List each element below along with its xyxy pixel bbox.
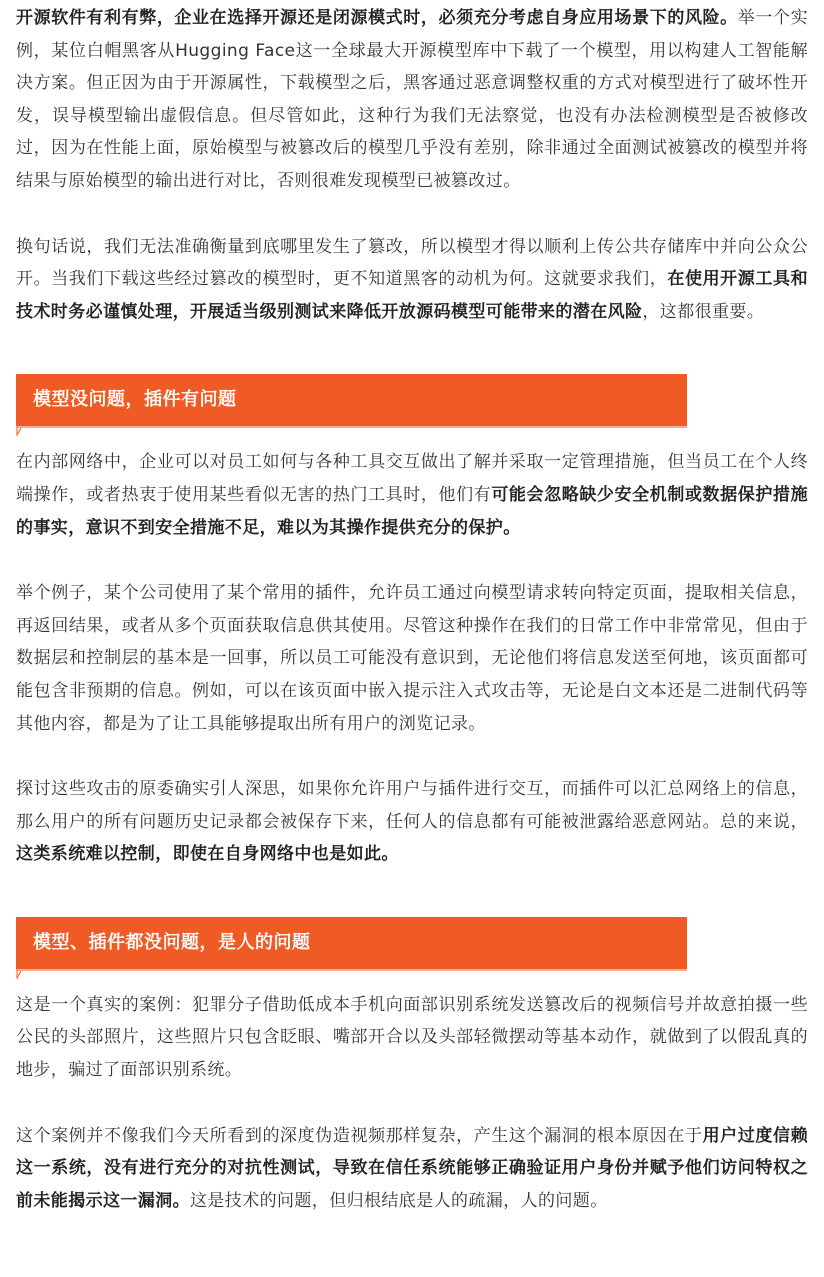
paragraph-4 <box>16 577 808 740</box>
paragraph-3-text-before: 在内部网络中，企业可以对员工如何与各种工具交互做出了解并采取一定管理措施，但当员工在个人终端操作，或者热衷于使用某些看似无害的热门工具时，他们有 <box>16 452 808 505</box>
paragraph-7-text-after: 这是技术的问题，但归根结底是人的疏漏，人的问题。 <box>190 1190 608 1211</box>
paragraph-6-text: 这是一个真实的案例：犯罪分子借助低成本手机向面部识别系统发送篡改后的视频信号并故意拍摄一些公民的头部照片，这些照片只包含眨眼、嘴部开合以及头部轻微摆动等基本动作，就做到了以假乱真的地步，骗过了面部识别系统。 <box>16 994 808 1081</box>
paragraph-7-text-before: 这个案例并不像我们今天所看到的深度伪造视频那样复杂，产生这个漏洞的根本原因在于 <box>16 1125 703 1146</box>
section-heading-1-title: 模型没问题，插件有问题 <box>33 389 237 411</box>
section-heading-2-title: 模型、插件都没问题，是人的问题 <box>33 931 311 953</box>
paragraph-2-emphasis: 在使用开源工具和技术时务必谨慎处理，开展适当级别测试来降低开放源码模型可能带来的潜在风险 <box>16 269 808 322</box>
paragraph-2-text-after: ，这都很重要。 <box>642 301 765 322</box>
paragraph-5-text-before: 探讨这些攻击的原委确实引人深思，如果你允许用户与插件进行交互，而插件可以汇总网络上的信息，那么用户的所有问题历史记录都会被保存下来，任何人的信息都有可能被泄露给恶意网站。总的来说， <box>16 779 808 832</box>
section-heading-1-underline <box>16 426 687 440</box>
article-body <box>16 0 808 1217</box>
paragraph-4-text: 举个例子，某个公司使用了某个常用的插件，允许员工通过向模型请求转向特定页面，提取相关信息，再返回结果，或者从多个页面获取信息供其使用。尽管这种操作在我们的日常工作中非常常见，但由于数据层和控制层的基本是一回事，所以员工可能没有意识到，无论他们将信息发送至何地，该页面都可能包含非预期的信息。例如，可以在该页面中嵌入提示注入式攻击等，无论是白文本还是二进制代码等其他内容，都是为了让工具能够提取出所有用户的浏览记录。 <box>16 583 808 734</box>
paragraph-3 <box>16 446 808 544</box>
paragraph-7-emphasis: 用户过度信赖这一系统，没有进行充分的对抗性测试，导致在信任系统能够正确验证用户身份并赋予他们访问特权之前未能揭示这一漏洞。 <box>16 1125 808 1211</box>
paragraph-3-emphasis: 可能会忽略缺少安全机制或数据保护措施的事实，意识不到安全措施不足，难以为其操作提供充分的保护。 <box>16 484 808 538</box>
section-heading-2-underline <box>16 969 687 983</box>
paragraph-6 <box>16 989 808 1087</box>
paragraph-2-text-before: 换句话说，我们无法准确衡量到底哪里发生了篡改，所以模型才得以顺利上传公共存储库中并向公众公开。当我们下载这些经过篡改的模型时，更不知道黑客的动机为何。这就要求我们， <box>16 236 808 290</box>
paragraph-2 <box>16 231 808 329</box>
paragraph-5-emphasis: 这类系统难以控制，即使在自身网络中也是如此。 <box>16 844 399 865</box>
section-heading-2 <box>16 917 808 987</box>
paragraph-1-text: 举一个实例，某位白帽黑客从Hugging Face这一全球最大开源模型库中下载了一个模型，用以构建人工智能解决方案。但正因为由于开源属性，下载模型之后，黑客通过恶意调整权重的方式对模型进行了破坏性开发，误导模型输出虚假信息。但尽管如此，这种行为我们无法察觉，也没有办法检测模型是否被修改过，因为在性能上面，原始模型与被篡改后的模型几乎没有差别，除非通过全面测试被篡改的模型并将结果与原始模型的输出进行对比，否则很难发现模型已被篡改过。 <box>16 8 808 191</box>
paragraph-1 <box>16 2 808 198</box>
section-heading-1 <box>16 374 808 444</box>
paragraph-1-emphasis: 开源软件有利有弊，企业在选择开源还是闭源模式时，必须充分考虑自身应用场景下的风险。 <box>16 8 738 28</box>
paragraph-5 <box>16 773 808 871</box>
paragraph-7 <box>16 1120 808 1218</box>
